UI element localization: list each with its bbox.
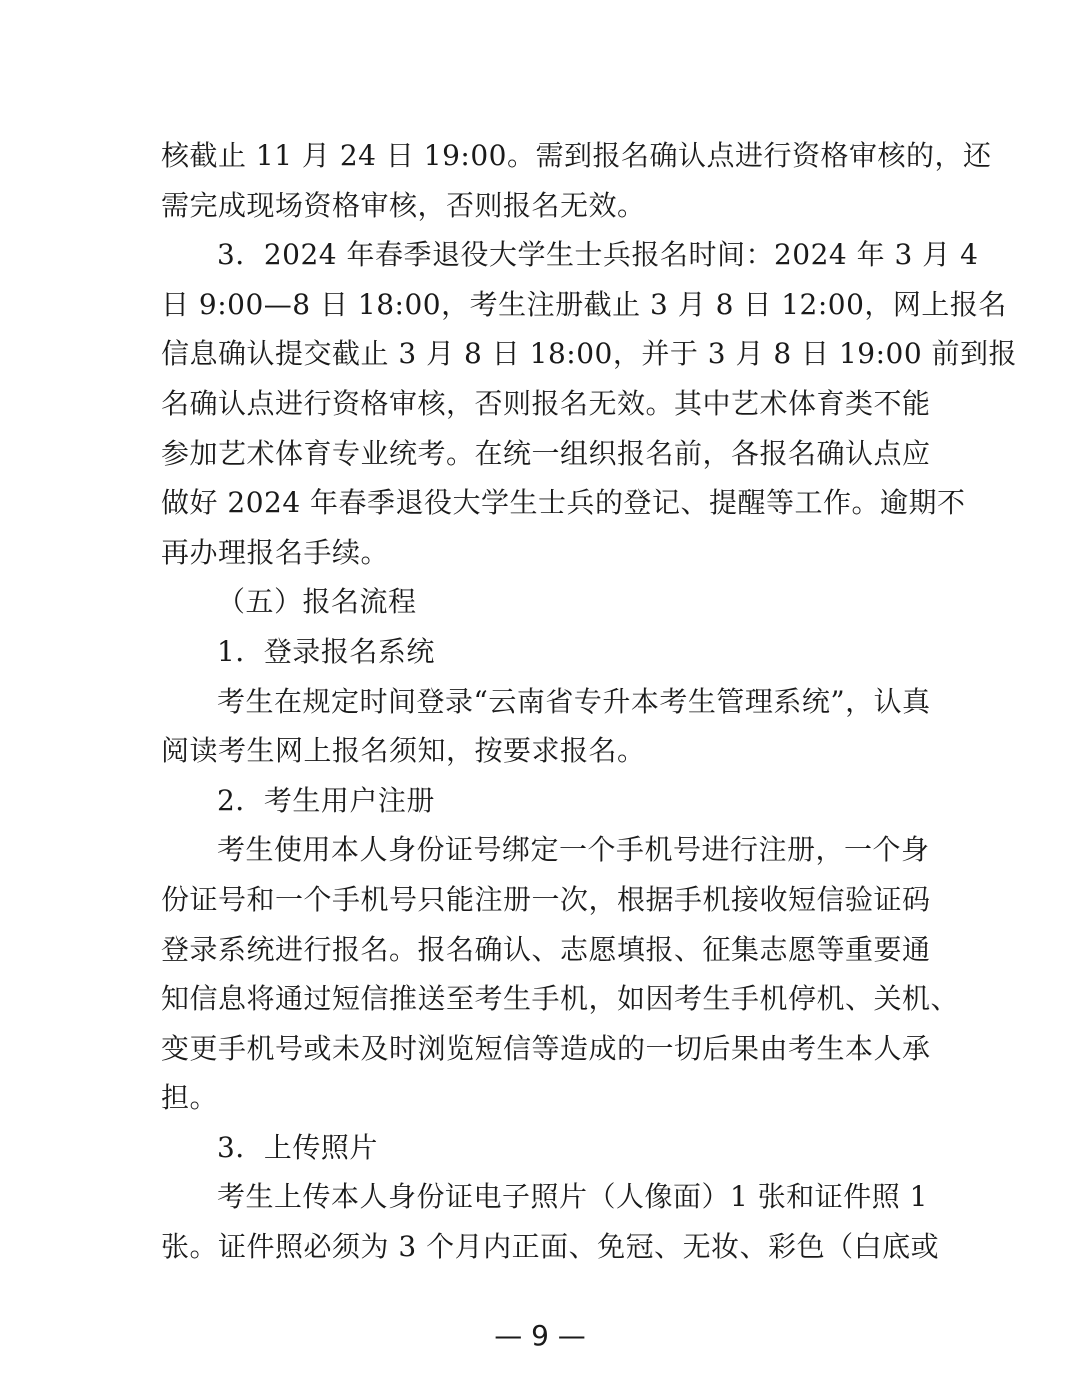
text-line: 信息确认提交截止 3 月 8 日 18:00，并于 3 月 8 日 19:00 前到报 <box>161 337 1018 371</box>
text-line: 核截止 11 月 24 日 19:00。需到报名确认点进行资格审核的，还 <box>161 139 992 172</box>
text-line: 需完成现场资格审核，否则报名无效。 <box>161 188 646 222</box>
document-body <box>161 131 1018 1272</box>
text-line: 做好 2024 年春季退役大学生士兵的登记、提醒等工作。逾期不 <box>161 486 966 520</box>
text-line: 日 9:00—8 日 18:00，考生注册截止 3 月 8 日 12:00，网上报名 <box>161 287 1007 321</box>
text-line: 再办理报名手续。 <box>161 535 390 569</box>
text-line: 名确认点进行资格审核，否则报名无效。其中艺术体育类不能 <box>161 386 931 420</box>
text-line: 知信息将通过短信推送至考生手机，如因考生手机停机、关机、 <box>161 982 960 1016</box>
text-line: 登录系统进行报名。报名确认、志愿填报、征集志愿等重要通 <box>161 932 931 966</box>
text-line: 3．上传照片 <box>217 1130 378 1164</box>
text-line: 张。证件照必须为 3 个月内正面、免冠、无妆、彩色（白底或 <box>161 1230 940 1264</box>
text-line: 考生使用本人身份证号绑定一个手机号进行注册，一个身 <box>217 833 930 867</box>
text-line: 2．考生用户注册 <box>217 783 435 817</box>
page-number: — 9 — <box>494 1319 586 1352</box>
text-line: （五）报名流程 <box>217 585 417 619</box>
text-line: 考生在规定时间登录“云南省专升本考生管理系统”，认真 <box>217 684 931 718</box>
text-line: 3．2024 年春季退役大学生士兵报名时间：2024 年 3 月 4 <box>217 238 979 272</box>
text-line: 份证号和一个手机号只能注册一次，根据手机接收短信验证码 <box>161 882 931 916</box>
text-line: 考生上传本人身份证电子照片（人像面）1 张和证件照 1 <box>217 1180 928 1214</box>
text-line: 阅读考生网上报名须知，按要求报名。 <box>161 734 646 768</box>
text-line: 1．登录报名系统 <box>217 634 435 668</box>
text-line: 变更手机号或未及时浏览短信等造成的一切后果由考生本人承 <box>161 1031 931 1065</box>
text-line: 参加艺术体育专业统考。在统一组织报名前，各报名确认点应 <box>161 436 931 470</box>
text-line: 担。 <box>161 1081 219 1115</box>
